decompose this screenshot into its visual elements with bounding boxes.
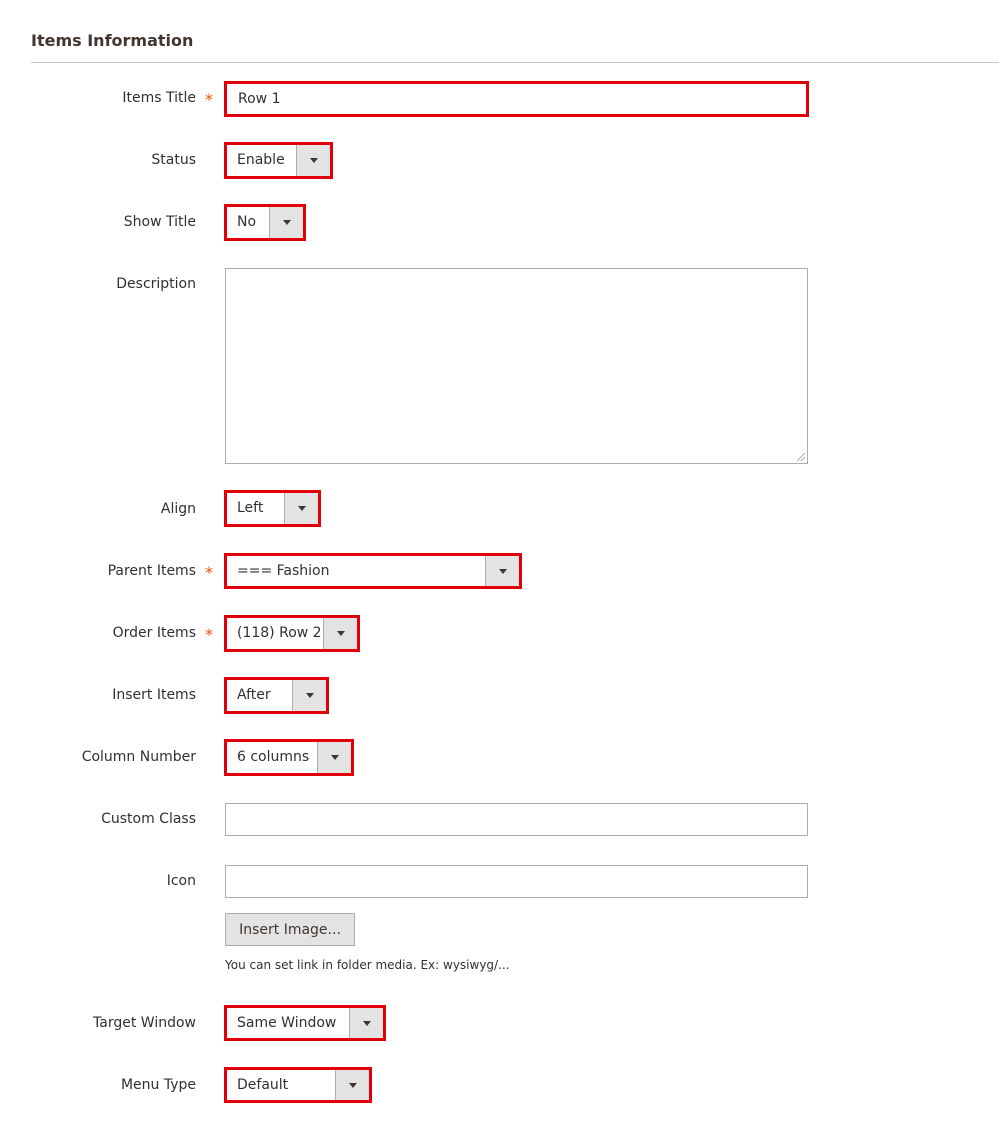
chevron-down-icon	[306, 693, 314, 698]
chevron-down-icon	[499, 569, 507, 574]
section-divider	[31, 62, 999, 63]
required-marker: *	[205, 90, 213, 109]
insert-image-button[interactable]: Insert Image...	[225, 913, 355, 946]
insert-items-select[interactable]	[224, 677, 329, 714]
menu-type-label: Menu Type	[120, 1077, 196, 1093]
target-window-dropdown-button[interactable]	[349, 1008, 383, 1038]
icon-help-note: You can set link in folder media. Ex: wysiwyg/...	[225, 958, 510, 972]
show-title-label: Show Title	[123, 214, 196, 230]
parent-items-select[interactable]	[224, 553, 522, 589]
parent-items-value: === Fashion	[237, 563, 330, 579]
order-items-value: (118) Row 2	[237, 625, 322, 641]
items-title-label: Items Title	[122, 90, 196, 106]
menu-type-value: Default	[237, 1077, 289, 1093]
show-title-select[interactable]	[224, 204, 306, 241]
insert-items-label: Insert Items	[112, 687, 196, 703]
show-title-value: No	[237, 214, 257, 230]
align-dropdown-button[interactable]	[284, 493, 318, 524]
column-number-dropdown-button[interactable]	[317, 742, 351, 773]
chevron-down-icon	[283, 220, 291, 225]
parent-items-label: Parent Items	[107, 563, 196, 579]
items-title-highlight	[224, 81, 809, 117]
target-window-select[interactable]	[224, 1005, 386, 1041]
chevron-down-icon	[310, 158, 318, 163]
show-title-dropdown-button[interactable]	[269, 207, 303, 238]
custom-class-label: Custom Class	[101, 811, 196, 827]
chevron-down-icon	[331, 755, 339, 760]
required-marker: *	[205, 625, 213, 644]
status-select[interactable]	[224, 142, 333, 179]
status-value: Enable	[237, 152, 285, 168]
insert-items-value: After	[237, 687, 271, 703]
column-number-label: Column Number	[81, 749, 196, 765]
target-window-value: Same Window	[237, 1015, 337, 1031]
status-dropdown-button[interactable]	[296, 145, 330, 176]
align-select[interactable]	[224, 490, 321, 527]
required-marker: *	[205, 563, 213, 582]
align-value: Left	[237, 500, 264, 516]
order-items-label: Order Items	[112, 625, 196, 641]
column-number-select[interactable]	[224, 739, 354, 776]
custom-class-input[interactable]	[225, 803, 808, 836]
description-textarea[interactable]	[225, 268, 808, 464]
chevron-down-icon	[349, 1083, 357, 1088]
parent-items-dropdown-button[interactable]	[485, 556, 519, 586]
description-label: Description	[116, 276, 196, 292]
items-title-input[interactable]	[227, 84, 806, 114]
status-label: Status	[151, 152, 196, 168]
chevron-down-icon	[298, 506, 306, 511]
section-title: Items Information	[31, 31, 194, 50]
chevron-down-icon	[337, 631, 345, 636]
chevron-down-icon	[363, 1021, 371, 1026]
icon-input[interactable]	[225, 865, 808, 898]
insert-items-dropdown-button[interactable]	[292, 680, 326, 711]
order-items-dropdown-button[interactable]	[323, 618, 357, 649]
menu-type-dropdown-button[interactable]	[335, 1070, 369, 1100]
align-label: Align	[160, 501, 196, 517]
target-window-label: Target Window	[93, 1015, 196, 1031]
order-items-select[interactable]	[224, 615, 360, 652]
icon-label: Icon	[166, 873, 196, 889]
menu-type-select[interactable]	[224, 1067, 372, 1103]
resize-handle-icon[interactable]	[797, 453, 805, 461]
column-number-value: 6 columns	[237, 749, 310, 765]
